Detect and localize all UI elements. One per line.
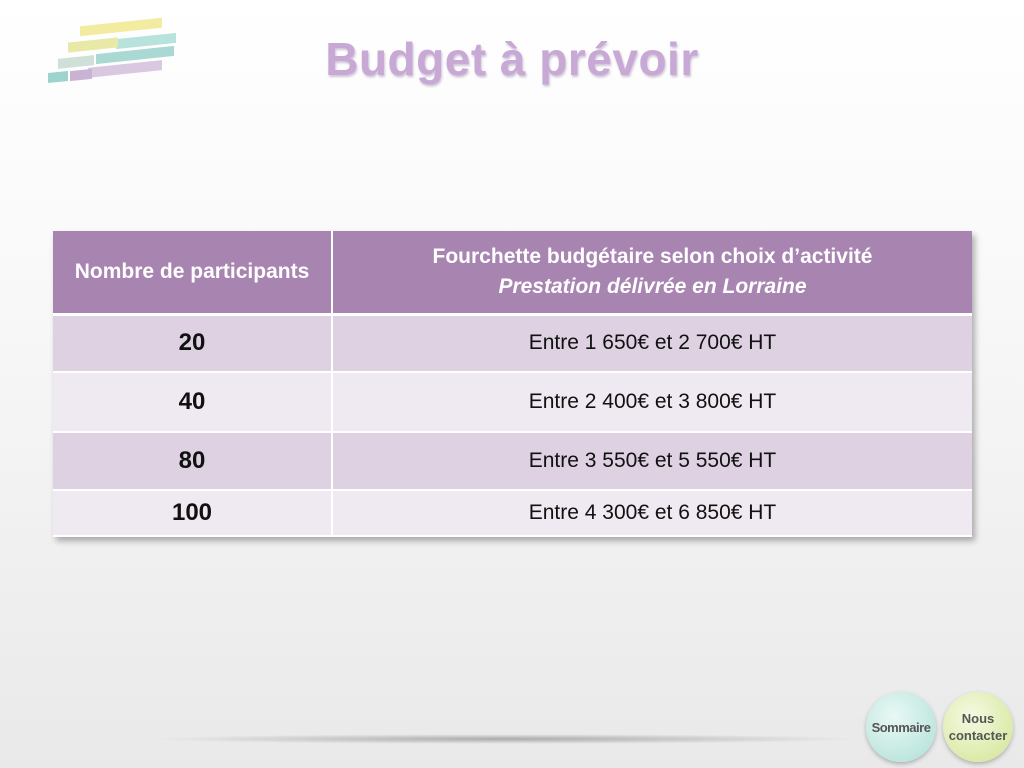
header-budget-label: Fourchette budgétaire selon choix d’activité: [432, 245, 873, 268]
header-budget-range: [332, 231, 972, 315]
table-row: [53, 372, 972, 432]
participants-cell: 20: [53, 315, 332, 372]
header-budget-sublabel: Prestation délivrée en Lorraine: [498, 275, 807, 298]
participants-cell: 40: [53, 372, 332, 432]
table-header-row: [53, 231, 972, 315]
sommaire-label: Sommaire: [871, 719, 931, 735]
budget-table: [53, 231, 972, 537]
contact-button[interactable]: [943, 692, 1013, 762]
table-row: [53, 315, 972, 372]
table-row: [53, 490, 972, 536]
contact-label-line2: contacter: [948, 728, 1008, 743]
budget-range-cell: Entre 4 300€ et 6 850€ HT: [332, 490, 972, 536]
header-participants-label: Nombre de participants: [74, 260, 310, 283]
budget-range-cell: Entre 2 400€ et 3 800€ HT: [332, 372, 972, 432]
sommaire-button[interactable]: [866, 692, 936, 762]
table-row: [53, 432, 972, 490]
contact-label-line1: Nous: [961, 711, 995, 726]
page-title: Budget à prévoir: [325, 33, 699, 85]
budget-range-cell: Entre 3 550€ et 5 550€ HT: [332, 432, 972, 490]
contact-label: [949, 710, 1008, 744]
footer-shadow: [150, 734, 860, 744]
budget-range-cell: Entre 1 650€ et 2 700€ HT: [332, 315, 972, 372]
participants-cell: 100: [53, 490, 332, 536]
participants-cell: 80: [53, 432, 332, 490]
header-participants: [53, 231, 332, 315]
